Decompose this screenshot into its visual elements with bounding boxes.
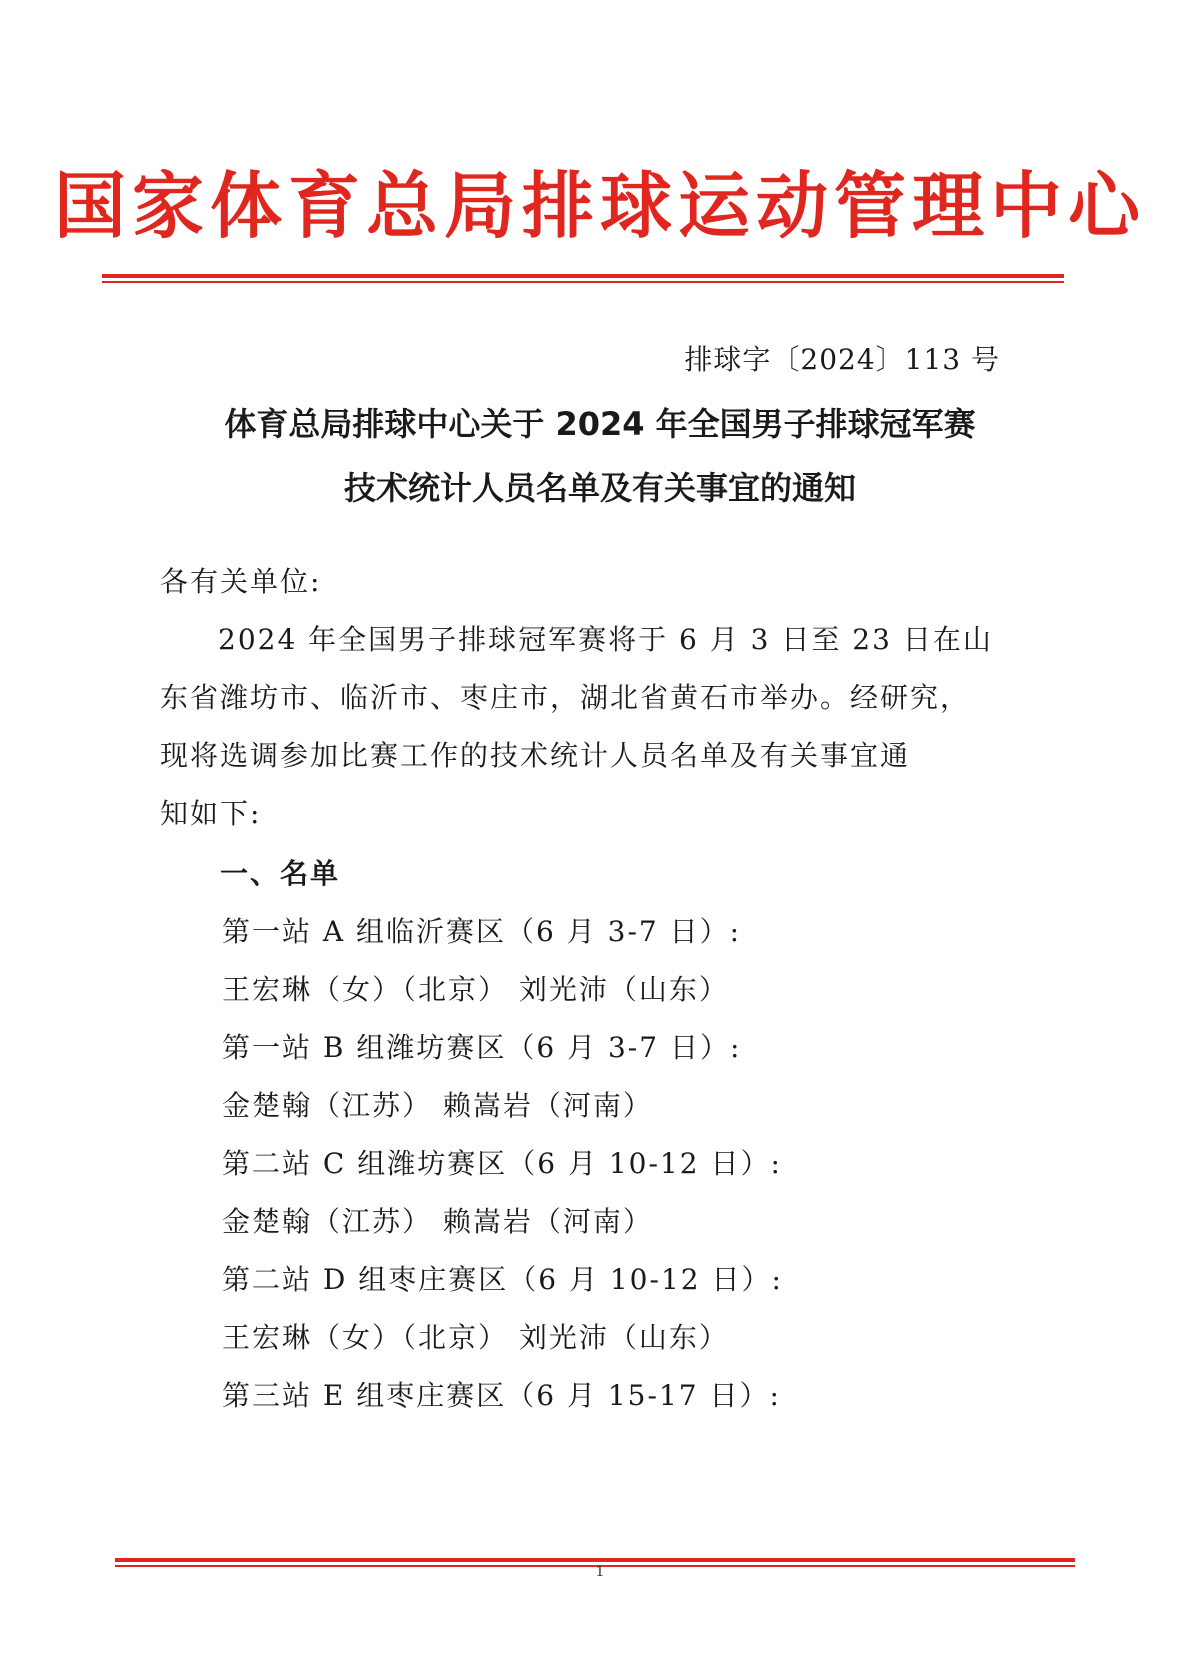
- list-line: 金楚翰（江苏） 赖嵩岩（河南）: [222, 1089, 653, 1122]
- page-number: 1: [595, 1564, 605, 1580]
- organization-header: 国家体育总局排球运动管理中心: [53, 164, 1146, 248]
- section-heading: 一、名单: [220, 857, 341, 890]
- list-line: 第三站 E 组枣庄赛区（6 月 15-17 日）:: [222, 1379, 781, 1412]
- paragraph-line: 2024 年全国男子排球冠军赛将于 6 月 3 日至 23 日在山: [218, 623, 993, 656]
- list-line: 第二站 C 组潍坊赛区（6 月 10-12 日）:: [222, 1147, 782, 1180]
- list-line: 第一站 A 组临沂赛区（6 月 3-7 日）:: [222, 915, 742, 948]
- footer-rule-thick: [115, 1558, 1075, 1562]
- list-line: 王宏琳（女）（北京） 刘光沛（山东）: [222, 973, 729, 1006]
- document-title-line-1: 体育总局排球中心关于 2024 年全国男子排球冠军赛: [224, 405, 976, 443]
- document-number: 排球字〔2024〕113 号: [684, 343, 1000, 376]
- list-line: 金楚翰（江苏） 赖嵩岩（河南）: [222, 1205, 653, 1238]
- list-line: 王宏琳（女）（北京） 刘光沛（山东）: [222, 1321, 729, 1354]
- paragraph-line: 知如下:: [160, 797, 262, 830]
- paragraph-line: 东省潍坊市、临沂市、枣庄市，湖北省黄石市举办。经研究，: [160, 681, 971, 714]
- header-rule-thin: [102, 281, 1064, 283]
- paragraph-line: 现将选调参加比赛工作的技术统计人员名单及有关事宜通: [160, 739, 911, 772]
- header-rule-thick: [102, 274, 1064, 278]
- list-line: 第二站 D 组枣庄赛区（6 月 10-12 日）:: [222, 1263, 783, 1296]
- document-title-line-2: 技术统计人员名单及有关事宜的通知: [343, 469, 856, 507]
- list-line: 第一站 B 组潍坊赛区（6 月 3-7 日）:: [222, 1031, 742, 1064]
- salutation: 各有关单位:: [160, 565, 322, 598]
